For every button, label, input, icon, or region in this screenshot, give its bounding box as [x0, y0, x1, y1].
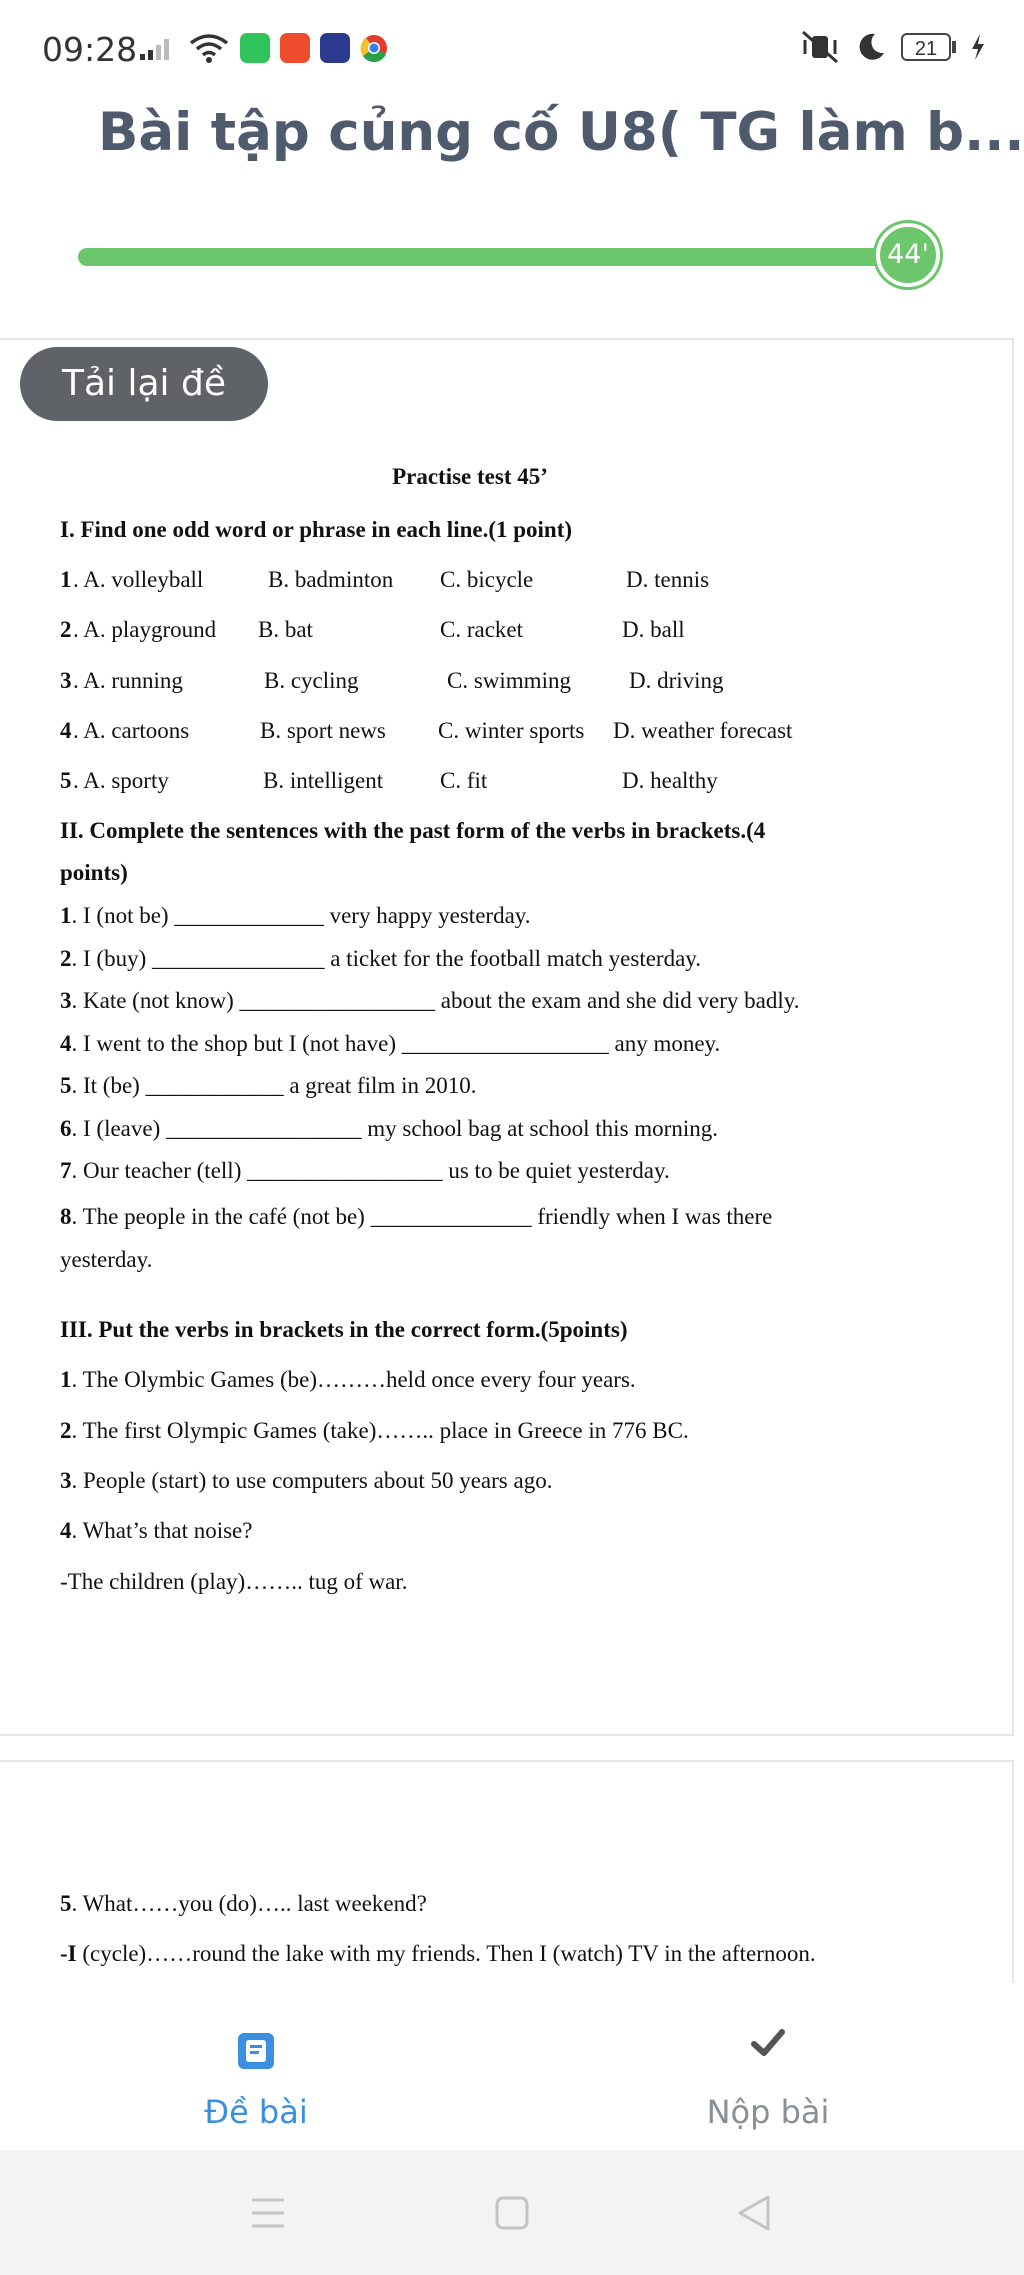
item-text: . People (start) to use computers about 50 years ago.: [71, 1468, 553, 1493]
sentence-item: [60, 1158, 670, 1184]
item-number: 6: [60, 1116, 72, 1141]
option-a: . A. sporty: [73, 768, 169, 793]
timer-badge: 44': [876, 223, 940, 287]
battery-level: 21: [901, 33, 951, 61]
option-num: 3: [60, 668, 72, 693]
item-number: 3: [60, 1468, 72, 1493]
document-title: Practise test 45’: [392, 464, 548, 489]
page-title: Bài tập củng cố U8( TG làm b...: [98, 102, 1024, 163]
item-text: . What……you (do)….. last weekend?: [71, 1891, 427, 1916]
verb-form-item: [60, 1418, 689, 1444]
section3-item4-reply: -The children (play)…….. tug of war.: [60, 1569, 408, 1594]
system-nav-bar: [0, 2150, 1024, 2275]
reply-prefix: -I: [60, 1941, 77, 1966]
odd-word-row: [60, 617, 920, 647]
option-a: . A. cartoons: [73, 718, 190, 743]
sentence-item: [60, 988, 799, 1014]
item-number: 1: [60, 1367, 72, 1392]
shop-app-icon: [280, 33, 310, 63]
option-num: 2: [60, 617, 72, 642]
option-b: B. intelligent: [263, 768, 384, 793]
option-b: B. sport news: [260, 718, 386, 743]
tab-submit-label: Nộp bài: [706, 2093, 830, 2131]
option-a: . A. playground: [73, 617, 217, 642]
option-c: C. racket: [440, 617, 524, 642]
item-text: . I (not be) _____________ very happy yesterday.: [71, 903, 531, 928]
option-c: C. bicycle: [440, 567, 534, 592]
do-not-disturb-moon-icon: [855, 31, 887, 63]
option-num: 5: [60, 768, 72, 793]
item-text: . Kate (not know) _________________ about the exam and she did very badly.: [71, 988, 800, 1013]
option-d: D. ball: [622, 617, 685, 642]
item-number: 5: [60, 1891, 72, 1916]
sentence-item: [60, 1073, 476, 1099]
option-d: D. healthy: [622, 768, 718, 793]
item-number: 1: [60, 903, 72, 928]
reply-text: (cycle)……round the lake with my friends. Then I (watch) TV in the afternoon.: [76, 1941, 816, 1966]
option-d: D. driving: [629, 668, 724, 693]
section3-item5-reply: [60, 1941, 816, 1967]
timer-progress-bar: [78, 248, 908, 266]
sentence-item: [60, 1031, 720, 1057]
option-c: C. swimming: [447, 668, 571, 693]
item-text: . The first Olympic Games (take)…….. place in Greece in 776 BC.: [71, 1418, 689, 1443]
back-icon[interactable]: [736, 2194, 772, 2232]
status-time: 09:28: [42, 30, 138, 69]
item-number: 2: [60, 1418, 72, 1443]
bottom-nav: [0, 1983, 1024, 2150]
item-text: . I (buy) _______________ a ticket for the football match yesterday.: [71, 946, 702, 971]
section2-heading-line2: points): [60, 860, 128, 885]
home-icon[interactable]: [494, 2195, 530, 2231]
item-number: 2: [60, 946, 72, 971]
tab-questions-label: Đề bài: [204, 2093, 308, 2131]
odd-word-row: [60, 768, 920, 798]
item-number: 5: [60, 1073, 72, 1098]
sentence-item: [60, 946, 701, 972]
section2-heading-line1: II. Complete the sentences with the past form of the verbs in brackets.(4: [60, 818, 766, 843]
signal-icon: [138, 34, 178, 62]
item-number: 7: [60, 1158, 72, 1183]
option-d: D. weather forecast: [613, 718, 793, 743]
sentence-item: [60, 1116, 718, 1142]
option-a: . A. volleyball: [73, 567, 204, 592]
section2-item8-continuation: yesterday.: [60, 1247, 153, 1272]
item-number: 3: [60, 988, 72, 1013]
status-left-icons: [138, 32, 388, 64]
status-bar: [0, 0, 1024, 100]
item-text: . It (be) ____________ a great film in 2010.: [71, 1073, 477, 1098]
odd-word-row: [60, 567, 920, 597]
odd-word-row: [60, 718, 920, 748]
wifi-icon: [188, 32, 230, 64]
item-text: . I went to the shop but I (not have) __________________ any money.: [71, 1031, 721, 1056]
item-number: 4: [60, 1031, 72, 1056]
tab-submit[interactable]: [512, 1983, 1024, 2150]
reload-test-button[interactable]: Tải lại đề: [20, 347, 268, 421]
item-text: . The people in the café (not be) ______________ friendly when I was there: [71, 1204, 773, 1229]
battery-indicator: [901, 33, 956, 61]
chrome-icon: [360, 34, 388, 62]
option-b: B. cycling: [264, 668, 359, 693]
verb-form-item: [60, 1367, 636, 1393]
odd-word-row: [60, 668, 920, 698]
tab-questions[interactable]: [0, 1983, 512, 2150]
item-text: . What’s that noise?: [71, 1518, 253, 1543]
charging-icon: [970, 33, 986, 61]
question-page-2: [0, 1760, 1014, 2020]
option-b: B. badminton: [268, 567, 394, 592]
option-d: D. tennis: [626, 567, 710, 592]
item-number: 8: [60, 1204, 72, 1229]
menu-icon[interactable]: [250, 2196, 286, 2230]
option-c: C. fit: [440, 768, 488, 793]
sentence-item: [60, 903, 531, 929]
vibrate-mute-icon: [799, 30, 841, 64]
item-number: 4: [60, 1518, 72, 1543]
item-text: . I (leave) _________________ my school bag at school this morning.: [71, 1116, 718, 1141]
option-num: 4: [60, 718, 72, 743]
verb-form-item: [60, 1468, 552, 1494]
option-num: 1: [60, 567, 72, 592]
option-c: C. winter sports: [438, 718, 585, 743]
item-text: . The Olymbic Games (be)………held once every four years.: [71, 1367, 636, 1392]
section3-heading: III. Put the verbs in brackets in the correct form.(5points): [60, 1317, 628, 1342]
status-right-icons: [799, 30, 986, 64]
messenger-app-icon: [240, 33, 270, 63]
document-icon: [236, 2031, 276, 2071]
section1-heading: I. Find one odd word or phrase in each line.(1 point): [60, 517, 573, 542]
option-b: B. bat: [258, 617, 313, 642]
section3-item5: [60, 1891, 427, 1917]
checkmark-icon: [748, 2023, 788, 2063]
verb-form-item: [60, 1518, 252, 1544]
item-text: . Our teacher (tell) _________________ us to be quiet yesterday.: [71, 1158, 670, 1183]
video-app-icon: [320, 33, 350, 63]
sentence-item: [60, 1204, 772, 1230]
option-a: . A. running: [73, 668, 183, 693]
